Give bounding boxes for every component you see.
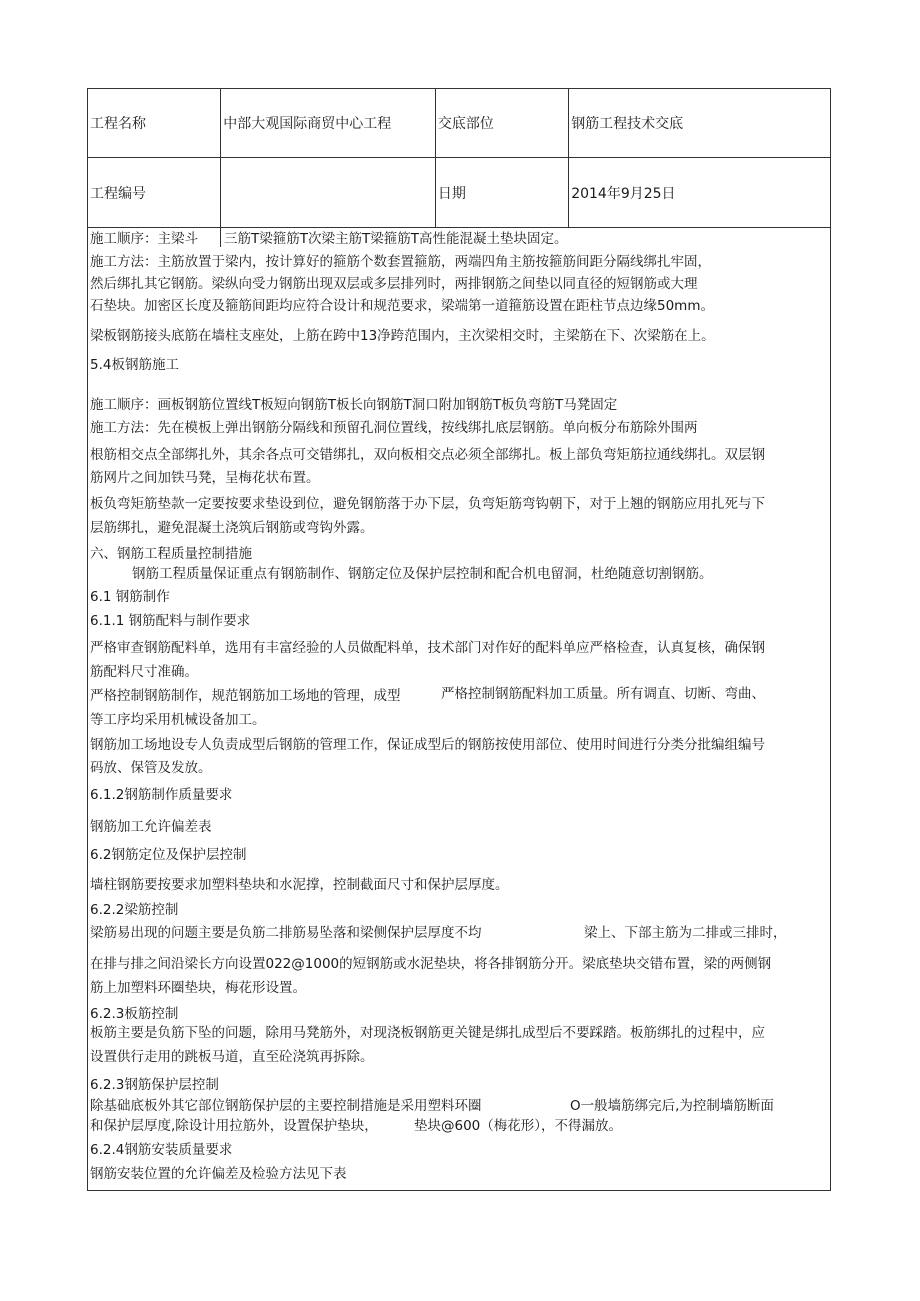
text-line: 筋配料尺寸准确。	[90, 664, 198, 680]
text-line: 除基础底板外其它部位钢筋保护层的主要控制措施是采用塑料环圈	[90, 1098, 482, 1114]
date-value: 2014年9月25日	[569, 158, 831, 228]
text-line: 梁板钢筋接头底筋在墙柱支座处，上筋在跨中13净跨范围内，主次梁相交时，主梁筋在下、次梁筋在上。	[90, 328, 715, 344]
text-line: 垫块@600（梅花形），不得漏放。	[414, 1118, 623, 1134]
text-line: 施工顺序：主梁斗	[90, 231, 198, 247]
text-line: 筋网片之间加铁马凳，呈梅花状布置。	[90, 470, 320, 486]
text-line: 然后绑扎其它钢筋。梁纵向受力钢筋出现双层或多层排列时，两排钢筋之间垫以同直径的短钢筋或大理	[90, 276, 698, 292]
text-line: 施工方法：主筋放置于梁内，按计算好的箍筋个数套置箍筋，两端四角主筋按箍筋间距分隔线绑扎牢固，	[90, 254, 711, 270]
text-line: 钢筋加工允许偏差表	[90, 819, 212, 835]
text-line: 钢筋工程质量保证重点有钢筋制作、钢筋定位及保护层控制和配合机电留洞，杜绝随意切割钢筋。	[132, 566, 713, 582]
section-heading: 6.1.1 钢筋配料与制作要求	[90, 613, 251, 629]
location-label: 交底部位	[435, 89, 568, 158]
text-line: 钢筋安装位置的允许偏差及检验方法见下表	[90, 1166, 347, 1182]
column-divider	[220, 227, 221, 247]
header-row	[88, 158, 831, 228]
text-line: 严格控制钢筋配料加工质量。所有调直、切断、弯曲、	[441, 686, 765, 702]
header-row	[88, 89, 831, 158]
project-name-label: 工程名称	[88, 89, 221, 158]
date-label: 日期	[435, 158, 568, 228]
text-line: 层筋绑扎，避免混凝土浇筑后钢筋或弯钩外露。	[90, 520, 374, 536]
section-heading: 6.1 钢筋制作	[90, 589, 170, 605]
text-line: 施工方法：先在模板上弹出钢筋分隔线和预留孔洞位置线，按线绑扎底层钢筋。单向板分布筋除外围两	[90, 420, 698, 436]
text-line: 根筋相交点全部绑扎外，其余各点可交错绑扎，双向板相交点必须全部绑扎。板上部负弯矩筋拉通线绑扎。双层钢	[90, 447, 765, 463]
location-value: 钢筋工程技术交底	[569, 89, 831, 158]
section-heading: 6.2.3钢筋保护层控制	[90, 1077, 219, 1093]
text-line: 梁上、下部主筋为二排或三排时，	[584, 925, 787, 941]
text-line: 墙柱钢筋要按要求加塑料垫块和水泥撑，控制截面尺寸和保护层厚度。	[90, 877, 509, 893]
project-no-label: 工程编号	[88, 158, 221, 228]
project-name-value: 中部大观国际商贸中心工程	[221, 89, 436, 158]
text-line: 筋上加塑料环圈垫块，梅花形设置。	[90, 980, 306, 996]
section-heading: 6.2.3板筋控制	[90, 1006, 179, 1022]
text-line: 和保护层厚度,除设计用拉筋外，设置保护垫块，	[90, 1118, 378, 1134]
section-heading: 5.4板钢筋施工	[90, 357, 179, 373]
text-line: 在排与排之间沿梁长方向设置022@1000的短钢筋或水泥垫块，将各排钢筋分开。梁底垫块交错布置，梁的两侧钢	[90, 956, 772, 972]
text-line: 钢筋加工场地设专人负责成型后钢筋的管理工作，保证成型后的钢筋按使用部位、使用时间进行分类分批编组编号	[90, 737, 765, 753]
section-heading: 6.2.2梁筋控制	[90, 902, 179, 918]
text-line: 板筋主要是负筋下坠的问题，除用马凳筋外，对现浇板钢筋更关键是绑扎成型后不要踩踏。板筋绑扎的过程中，应	[90, 1025, 765, 1041]
project-no-value	[221, 158, 436, 228]
section-heading: 6.2钢筋定位及保护层控制	[90, 847, 247, 863]
text-line: 石垫块。加密区长度及箍筋间距均应符合设计和规范要求，梁端第一道箍筋设置在距柱节点边缘50mm。	[90, 298, 714, 314]
section-heading: 6.2.4钢筋安装质量要求	[90, 1142, 233, 1158]
text-line: 设置供行走用的跳板马道，直至砼浇筑再拆除。	[90, 1049, 374, 1065]
text-line: 码放、保管及发放。	[90, 760, 212, 776]
section-heading: 六、钢筋工程质量控制措施	[90, 546, 252, 562]
text-line: 严格审查钢筋配料单，选用有丰富经验的人员做配料单，技术部门对作好的配料单应严格检查，认真复核，确保钢	[90, 640, 765, 656]
header-table	[87, 88, 831, 228]
text-line: 施工顺序：画板钢筋位置线T板短向钢筋T板长向钢筋T洞口附加钢筋T板负弯筋T马凳固定	[90, 397, 618, 413]
text-line: 严格控制钢筋制作，规范钢筋加工场地的管理，成型	[90, 688, 401, 704]
text-line: 三筋T梁箍筋T次梁主筋T梁箍筋T高性能混凝土垫块固定。	[224, 231, 568, 247]
text-line: O一般墙筋绑完后,为控制墙筋断面	[570, 1098, 774, 1114]
text-line: 板负弯矩筋垫款一定要按要求垫设到位，避免钢筋落于办下层，负弯矩筋弯钩朝下，对于上翘的钢筋应用扎死与下	[90, 496, 765, 512]
text-line: 梁筋易出现的问题主要是负筋二排筋易坠落和梁侧保护层厚度不均	[90, 925, 482, 941]
section-heading: 6.1.2钢筋制作质量要求	[90, 787, 233, 803]
text-line: 等工序均采用机械设备加工。	[90, 712, 266, 728]
